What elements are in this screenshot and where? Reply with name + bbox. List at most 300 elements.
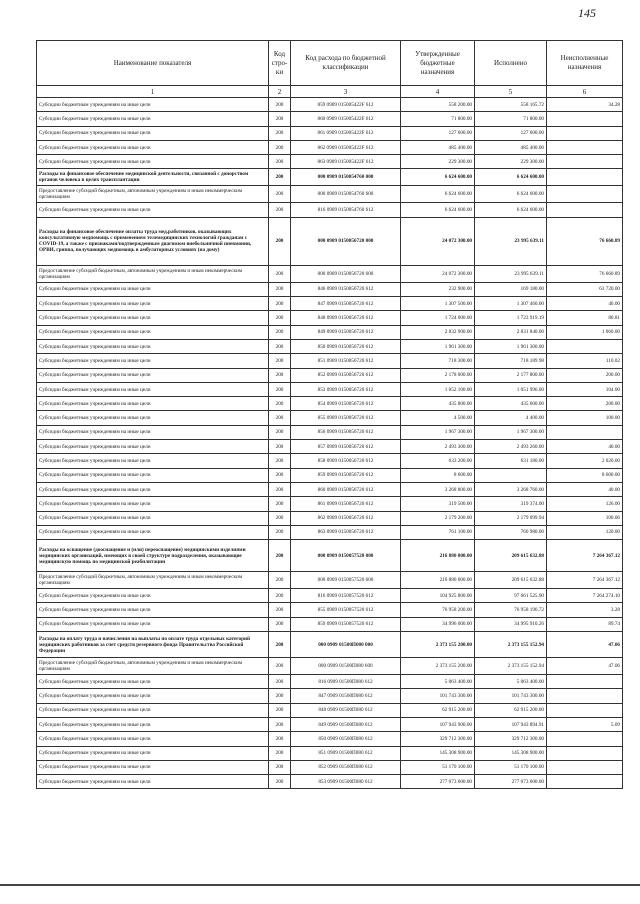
- table-row: [37, 155, 623, 169]
- row-approved: 761 100.00: [401, 525, 475, 539]
- row-unexecuted: 100.00: [547, 411, 623, 425]
- row-name: Субсидии бюджетным учреждениям на иные цели: [37, 703, 269, 717]
- table-row: [37, 397, 623, 411]
- row-kbk: 816 0909 0150057520 612: [291, 589, 401, 603]
- row-kbk: 862 0909 015005422F 612: [291, 140, 401, 154]
- row-approved: 76 958 200.00: [401, 603, 475, 617]
- row-kbk: 852 0909 01500П080 612: [291, 760, 401, 774]
- row-executed: 2 493 260.00: [475, 440, 547, 454]
- row-kbk: 860 0909 0150056720 612: [291, 482, 401, 496]
- row-kbk: 851 0909 01500П080 612: [291, 746, 401, 760]
- row-name: Субсидии бюджетным учреждениям на иные цели: [37, 603, 269, 617]
- row-executed: 1 307 460.00: [475, 297, 547, 311]
- row-approved: 485 400.00: [401, 140, 475, 154]
- row-unexecuted: 47.06: [547, 658, 623, 675]
- row-name: Субсидии бюджетным учреждениям на иные цели: [37, 311, 269, 325]
- row-code: 200: [269, 497, 291, 511]
- row-name: Субсидии бюджетным учреждениям на иные цели: [37, 140, 269, 154]
- row-executed: 6 624 600.00: [475, 203, 547, 217]
- table-row: [37, 98, 623, 112]
- row-unexecuted: 7 264 367.12: [547, 540, 623, 572]
- row-approved: 2 373 155 200.00: [401, 632, 475, 658]
- row-executed: 1 051 996.00: [475, 382, 547, 396]
- header-name: Наименование показателя: [37, 41, 269, 86]
- column-number-row: [37, 86, 623, 98]
- row-code: 200: [269, 482, 291, 496]
- row-executed: 4 400.00: [475, 411, 547, 425]
- row-approved: 51 170 100.00: [401, 760, 475, 774]
- row-name: Субсидии бюджетным учреждениям на иные цели: [37, 411, 269, 425]
- row-name: Расходы на оплату труда и начисления на выплаты по оплате труда отдельных категорий медицинских работников за счет средств резервного фонда Правительства Российской Федерации: [37, 632, 269, 658]
- table-row: [37, 703, 623, 717]
- row-name: Предоставление субсидий бюджетным, автономным учреждениям и иным некоммерческим организациям: [37, 658, 269, 675]
- table-row: [37, 717, 623, 731]
- row-name: Субсидии бюджетным учреждениям на иные цели: [37, 382, 269, 396]
- row-kbk: 861 0909 0150056720 612: [291, 497, 401, 511]
- table-row: [37, 368, 623, 382]
- row-approved: 145 308 900.00: [401, 746, 475, 760]
- row-unexecuted: 34.28: [547, 98, 623, 112]
- row-name: Субсидии бюджетным учреждениям на иные цели: [37, 717, 269, 731]
- row-kbk: 863 0909 015005422F 612: [291, 155, 401, 169]
- column-number: 6: [547, 86, 623, 98]
- table-row: [37, 454, 623, 468]
- row-unexecuted: 89.74: [547, 617, 623, 631]
- row-code: 200: [269, 632, 291, 658]
- row-approved: 71 800.00: [401, 112, 475, 126]
- row-kbk: 851 0909 0150056720 612: [291, 354, 401, 368]
- row-unexecuted: 8 600.00: [547, 468, 623, 482]
- row-name: Предоставление субсидий бюджетным, автономным учреждениям и иным некоммерческим организациям: [37, 186, 269, 203]
- row-executed: 62 915 200.00: [475, 703, 547, 717]
- header-kbk: Код расхода по бюджетной классификации: [291, 41, 401, 86]
- row-approved: 232 900.00: [401, 282, 475, 296]
- row-unexecuted: 40.00: [547, 440, 623, 454]
- row-code: 200: [269, 440, 291, 454]
- row-approved: 6 624 600.00: [401, 203, 475, 217]
- row-code: 200: [269, 155, 291, 169]
- row-code: 200: [269, 368, 291, 382]
- row-executed: 107 943 894.91: [475, 717, 547, 731]
- table-row: [37, 112, 623, 126]
- row-code: 200: [269, 169, 291, 186]
- row-kbk: 848 0909 01500П080 612: [291, 703, 401, 717]
- row-name: Субсидии бюджетным учреждениям на иные цели: [37, 746, 269, 760]
- row-code: 200: [269, 525, 291, 539]
- row-kbk: 852 0909 0150056720 612: [291, 368, 401, 382]
- row-approved: 2 832 900.00: [401, 325, 475, 339]
- row-unexecuted: [547, 169, 623, 186]
- row-executed: 2 177 800.00: [475, 368, 547, 382]
- row-code: 200: [269, 689, 291, 703]
- row-executed: 718 189.98: [475, 354, 547, 368]
- row-kbk: 000 0909 0150056720 600: [291, 265, 401, 282]
- row-approved: 229 300.00: [401, 155, 475, 169]
- row-approved: 6 624 600.00: [401, 169, 475, 186]
- row-name: Субсидии бюджетным учреждениям на иные цели: [37, 397, 269, 411]
- row-executed: 1 961 300.00: [475, 339, 547, 353]
- row-code: 200: [269, 675, 291, 689]
- row-approved: 1 961 300.00: [401, 339, 475, 353]
- row-kbk: 849 0909 01500П080 612: [291, 717, 401, 731]
- row-name: Субсидии бюджетным учреждениям на иные цели: [37, 368, 269, 382]
- row-kbk: 863 0909 0150056720 612: [291, 525, 401, 539]
- row-executed: [475, 468, 547, 482]
- row-executed: 34 995 910.26: [475, 617, 547, 631]
- table-row: [37, 468, 623, 482]
- row-approved: 216 880 000.00: [401, 572, 475, 589]
- row-unexecuted: [547, 425, 623, 439]
- column-number: 3: [291, 86, 401, 98]
- row-code: 200: [269, 717, 291, 731]
- row-executed: 760 980.00: [475, 525, 547, 539]
- table-row: [37, 440, 623, 454]
- column-number: 2: [269, 86, 291, 98]
- row-name: Субсидии бюджетным учреждениям на иные цели: [37, 775, 269, 789]
- row-approved: 127 600.00: [401, 126, 475, 140]
- row-executed: 97 661 525.90: [475, 589, 547, 603]
- row-kbk: 858 0909 0150056720 612: [291, 454, 401, 468]
- row-approved: 24 072 300.00: [401, 217, 475, 265]
- row-executed: 631 180.00: [475, 454, 547, 468]
- row-name: Субсидии бюджетным учреждениям на иные цели: [37, 482, 269, 496]
- row-kbk: 000 0909 0150057520 000: [291, 540, 401, 572]
- row-name: Субсидии бюджетным учреждениям на иные цели: [37, 468, 269, 482]
- row-name: Субсидии бюджетным учреждениям на иные цели: [37, 98, 269, 112]
- row-code: 200: [269, 126, 291, 140]
- row-approved: 558 200.00: [401, 98, 475, 112]
- row-code: 200: [269, 339, 291, 353]
- row-approved: 329 712 300.00: [401, 732, 475, 746]
- table-row: [37, 382, 623, 396]
- table-row: [37, 482, 623, 496]
- row-kbk: 856 0909 0150056720 612: [291, 425, 401, 439]
- row-name: Субсидии бюджетным учреждениям на иные цели: [37, 525, 269, 539]
- table-body: [37, 98, 623, 789]
- row-code: 200: [269, 732, 291, 746]
- row-executed: 5 063 400.00: [475, 675, 547, 689]
- row-kbk: 861 0909 015005422F 612: [291, 126, 401, 140]
- row-code: 200: [269, 411, 291, 425]
- row-unexecuted: 2 020.00: [547, 454, 623, 468]
- row-executed: 71 800.00: [475, 112, 547, 126]
- row-unexecuted: [547, 689, 623, 703]
- row-unexecuted: [547, 339, 623, 353]
- row-kbk: 000 0909 0150054760 600: [291, 186, 401, 203]
- table-row: [37, 217, 623, 265]
- row-executed: 329 712 300.00: [475, 732, 547, 746]
- row-unexecuted: 76 660.89: [547, 217, 623, 265]
- row-name: Субсидии бюджетным учреждениям на иные цели: [37, 155, 269, 169]
- row-code: 200: [269, 425, 291, 439]
- table-row: [37, 675, 623, 689]
- row-kbk: 850 0909 0150056720 612: [291, 339, 401, 353]
- row-approved: 3 268 800.00: [401, 482, 475, 496]
- table-row: [37, 325, 623, 339]
- row-name: Предоставление субсидий бюджетным, автономным учреждениям и иным некоммерческим организациям: [37, 265, 269, 282]
- row-unexecuted: 80.81: [547, 311, 623, 325]
- table-row: [37, 186, 623, 203]
- row-code: 200: [269, 658, 291, 675]
- row-code: 200: [269, 775, 291, 789]
- row-name: Субсидии бюджетным учреждениям на иные цели: [37, 203, 269, 217]
- row-kbk: 859 0909 015005422F 612: [291, 98, 401, 112]
- row-kbk: 000 0909 01500П080 000: [291, 632, 401, 658]
- row-code: 200: [269, 589, 291, 603]
- row-kbk: 849 0909 0150056720 612: [291, 325, 401, 339]
- table-row: [37, 282, 623, 296]
- row-kbk: 854 0909 0150056720 612: [291, 397, 401, 411]
- row-executed: 3 268 760.00: [475, 482, 547, 496]
- row-executed: 169 180.00: [475, 282, 547, 296]
- row-name: Расходы на оснащение (дооснащение и (или) переоснащение) медицинскими изделиями медицинских организаций, имеющих в своей структуре подразделения, оказывающие медицинскую помощь по медицинской реабилитации: [37, 540, 269, 572]
- row-executed: 2 373 155 152.94: [475, 658, 547, 675]
- row-name: Субсидии бюджетным учреждениям на иные цели: [37, 617, 269, 631]
- row-code: 200: [269, 703, 291, 717]
- table-row: [37, 497, 623, 511]
- row-code: 200: [269, 325, 291, 339]
- row-code: 200: [269, 603, 291, 617]
- row-executed: 277 073 600.00: [475, 775, 547, 789]
- row-unexecuted: 120.00: [547, 525, 623, 539]
- row-executed: 6 624 600.00: [475, 169, 547, 186]
- row-code: 200: [269, 112, 291, 126]
- row-executed: 1 723 919.19: [475, 311, 547, 325]
- row-kbk: 855 0909 0150057520 612: [291, 603, 401, 617]
- row-code: 200: [269, 572, 291, 589]
- row-kbk: 000 0909 01500П080 600: [291, 658, 401, 675]
- row-kbk: 000 0909 0150056720 000: [291, 217, 401, 265]
- header-code: Код стро-ки: [269, 41, 291, 86]
- row-code: 200: [269, 140, 291, 154]
- row-unexecuted: 47.06: [547, 632, 623, 658]
- row-code: 200: [269, 311, 291, 325]
- row-approved: 24 072 300.00: [401, 265, 475, 282]
- row-executed: 2 373 155 152.94: [475, 632, 547, 658]
- row-executed: 485 400.00: [475, 140, 547, 154]
- table-row: [37, 265, 623, 282]
- row-unexecuted: 110.02: [547, 354, 623, 368]
- row-executed: 209 615 632.88: [475, 540, 547, 572]
- row-unexecuted: 1 060.00: [547, 325, 623, 339]
- header-executed: Исполнено: [475, 41, 547, 86]
- row-executed: 76 958 196.72: [475, 603, 547, 617]
- row-code: 200: [269, 282, 291, 296]
- row-name: Субсидии бюджетным учреждениям на иные цели: [37, 425, 269, 439]
- row-approved: 319 500.00: [401, 497, 475, 511]
- row-name: Субсидии бюджетным учреждениям на иные цели: [37, 760, 269, 774]
- row-approved: 5 063 400.00: [401, 675, 475, 689]
- row-approved: 1 724 000.00: [401, 311, 475, 325]
- row-code: 200: [269, 217, 291, 265]
- row-executed: 435 600.00: [475, 397, 547, 411]
- row-kbk: 847 0909 01500П080 612: [291, 689, 401, 703]
- column-number: 5: [475, 86, 547, 98]
- row-unexecuted: 200.00: [547, 368, 623, 382]
- row-unexecuted: 63 720.00: [547, 282, 623, 296]
- row-kbk: 853 0909 0150056720 612: [291, 382, 401, 396]
- row-approved: 6 624 600.00: [401, 186, 475, 203]
- row-code: 200: [269, 760, 291, 774]
- row-unexecuted: 40.00: [547, 482, 623, 496]
- row-code: 200: [269, 617, 291, 631]
- row-approved: 2 178 000.00: [401, 368, 475, 382]
- row-approved: 1 052 100.00: [401, 382, 475, 396]
- table-row: [37, 760, 623, 774]
- row-kbk: 859 0909 0150056720 612: [291, 468, 401, 482]
- row-approved: 104 925 800.00: [401, 589, 475, 603]
- row-unexecuted: 104.00: [547, 382, 623, 396]
- row-unexecuted: 126.00: [547, 497, 623, 511]
- table-row: [37, 746, 623, 760]
- table-row: [37, 511, 623, 525]
- row-executed: 23 995 639.11: [475, 265, 547, 282]
- row-unexecuted: [547, 775, 623, 789]
- page-bottom-rule: [0, 884, 640, 886]
- row-kbk: 816 0909 01500П080 612: [291, 675, 401, 689]
- row-executed: 229 300.00: [475, 155, 547, 169]
- row-name: Субсидии бюджетным учреждениям на иные цели: [37, 282, 269, 296]
- row-kbk: 000 0909 0150057520 600: [291, 572, 401, 589]
- row-unexecuted: [547, 126, 623, 140]
- row-executed: 1 967 300.00: [475, 425, 547, 439]
- row-name: Субсидии бюджетным учреждениям на иные цели: [37, 440, 269, 454]
- row-unexecuted: [547, 746, 623, 760]
- row-executed: 6 624 600.00: [475, 186, 547, 203]
- row-kbk: 862 0909 0150056720 612: [291, 511, 401, 525]
- column-number: 4: [401, 86, 475, 98]
- row-unexecuted: 3.28: [547, 603, 623, 617]
- row-unexecuted: [547, 760, 623, 774]
- row-executed: 145 308 900.00: [475, 746, 547, 760]
- table-row: [37, 617, 623, 631]
- row-unexecuted: [547, 703, 623, 717]
- table-row: [37, 572, 623, 589]
- row-code: 200: [269, 540, 291, 572]
- table-row: [37, 689, 623, 703]
- table-row: [37, 297, 623, 311]
- row-unexecuted: [547, 140, 623, 154]
- row-unexecuted: 7 264 274.10: [547, 589, 623, 603]
- row-approved: 216 880 000.00: [401, 540, 475, 572]
- table-row: [37, 525, 623, 539]
- row-unexecuted: 5.09: [547, 717, 623, 731]
- row-name: Субсидии бюджетным учреждениям на иные цели: [37, 497, 269, 511]
- table-row: [37, 339, 623, 353]
- row-approved: 1 967 300.00: [401, 425, 475, 439]
- row-name: Предоставление субсидий бюджетным, автономным учреждениям и иным некоммерческим организациям: [37, 572, 269, 589]
- row-executed: 51 170 100.00: [475, 760, 547, 774]
- row-name: Субсидии бюджетным учреждениям на иные цели: [37, 339, 269, 353]
- row-approved: 718 300.00: [401, 354, 475, 368]
- header-approved: Утвержденные бюджетные назначения: [401, 41, 475, 86]
- row-unexecuted: [547, 186, 623, 203]
- row-name: Субсидии бюджетным учреждениям на иные цели: [37, 511, 269, 525]
- row-unexecuted: [547, 732, 623, 746]
- table-row: [37, 411, 623, 425]
- row-kbk: 850 0909 01500П080 612: [291, 732, 401, 746]
- table-row: [37, 425, 623, 439]
- table-row: [37, 658, 623, 675]
- table-row: [37, 203, 623, 217]
- row-code: 200: [269, 265, 291, 282]
- row-approved: 34 996 000.00: [401, 617, 475, 631]
- row-code: 200: [269, 746, 291, 760]
- row-code: 200: [269, 203, 291, 217]
- row-code: 200: [269, 454, 291, 468]
- row-unexecuted: [547, 675, 623, 689]
- header-unexecuted: Неисполненные назначения: [547, 41, 623, 86]
- row-name: Субсидии бюджетным учреждениям на иные цели: [37, 112, 269, 126]
- row-code: 200: [269, 98, 291, 112]
- row-name: Субсидии бюджетным учреждениям на иные цели: [37, 325, 269, 339]
- row-approved: 633 200.00: [401, 454, 475, 468]
- table-row: [37, 311, 623, 325]
- row-unexecuted: 100.06: [547, 511, 623, 525]
- row-approved: 2 373 155 200.00: [401, 658, 475, 675]
- row-executed: 558 165.72: [475, 98, 547, 112]
- row-name: Субсидии бюджетным учреждениям на иные цели: [37, 354, 269, 368]
- row-kbk: 000 0909 0150054760 000: [291, 169, 401, 186]
- table-row: [37, 732, 623, 746]
- row-code: 200: [269, 354, 291, 368]
- row-name: Субсидии бюджетным учреждениям на иные цели: [37, 126, 269, 140]
- row-name: Расходы на финансовое обеспечение медицинской деятельности, связанной с донорством органов человека в целях трансплантации: [37, 169, 269, 186]
- row-approved: 101 743 300.00: [401, 689, 475, 703]
- row-approved: 435 800.00: [401, 397, 475, 411]
- row-code: 200: [269, 468, 291, 482]
- row-unexecuted: 200.00: [547, 397, 623, 411]
- row-executed: 2 831 840.00: [475, 325, 547, 339]
- table-row: [37, 140, 623, 154]
- row-executed: 319 374.00: [475, 497, 547, 511]
- row-name: Субсидии бюджетным учреждениям на иные цели: [37, 589, 269, 603]
- row-unexecuted: [547, 112, 623, 126]
- row-approved: 62 915 200.00: [401, 703, 475, 717]
- budget-execution-table: [36, 40, 623, 789]
- table-row: [37, 775, 623, 789]
- row-approved: 2 179 200.00: [401, 511, 475, 525]
- column-number: 1: [37, 86, 269, 98]
- row-kbk: 857 0909 0150056720 612: [291, 440, 401, 454]
- row-approved: 2 493 300.00: [401, 440, 475, 454]
- header-row: [37, 41, 623, 86]
- row-kbk: 853 0909 01500П080 612: [291, 775, 401, 789]
- row-executed: 101 743 300.00: [475, 689, 547, 703]
- table-row: [37, 589, 623, 603]
- row-kbk: 855 0909 0150056720 612: [291, 411, 401, 425]
- row-approved: 4 500.00: [401, 411, 475, 425]
- row-code: 200: [269, 186, 291, 203]
- row-code: 200: [269, 382, 291, 396]
- table-row: [37, 354, 623, 368]
- row-approved: 8 600.00: [401, 468, 475, 482]
- row-name: Субсидии бюджетным учреждениям на иные цели: [37, 297, 269, 311]
- row-name: Расходы на финансовое обеспечение оплаты труда мед.работников, оказывающих консультативную медпомощь с применением телемедицинских технологий гражданам с COVID-19, а также с признаками/подтвержденным диагнозом внебольничной пневмонии, ОРВИ, гриппа, получающих медпомощь в амбулаторных условиях (на дому): [37, 217, 269, 265]
- table-row: [37, 126, 623, 140]
- row-name: Субсидии бюджетным учреждениям на иные цели: [37, 689, 269, 703]
- row-kbk: 848 0909 0150056720 612: [291, 311, 401, 325]
- row-executed: 2 179 099.94: [475, 511, 547, 525]
- row-executed: 209 615 632.88: [475, 572, 547, 589]
- row-code: 200: [269, 397, 291, 411]
- row-kbk: 816 0909 0150054760 612: [291, 203, 401, 217]
- row-code: 200: [269, 511, 291, 525]
- row-unexecuted: 7 264 367.12: [547, 572, 623, 589]
- row-unexecuted: [547, 155, 623, 169]
- table-row: [37, 169, 623, 186]
- row-name: Субсидии бюджетным учреждениям на иные цели: [37, 454, 269, 468]
